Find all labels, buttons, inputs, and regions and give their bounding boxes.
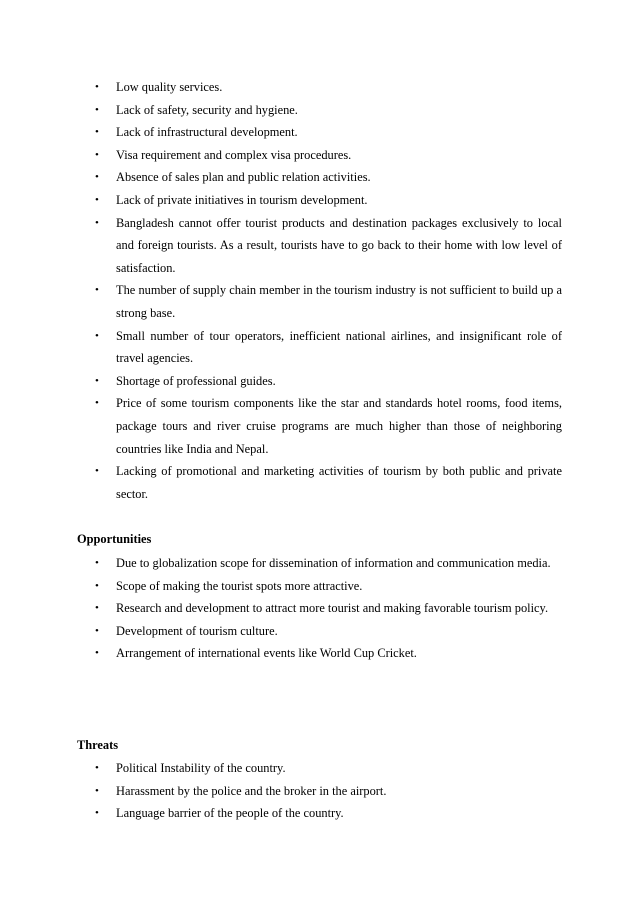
list-item: • Shortage of professional guides.	[0, 370, 562, 393]
bullet-icon: •	[95, 647, 99, 660]
list-item: • Lack of infrastructural development.	[0, 121, 562, 144]
list-item: • Language barrier of the people of the country.	[0, 802, 562, 825]
bullet-icon: •	[95, 602, 99, 615]
opportunities-list	[0, 552, 638, 665]
list-item: • Lacking of promotional and marketing activities of tourism by both public and private sector.	[0, 460, 562, 505]
bullet-icon: •	[95, 103, 99, 116]
bullet-icon: •	[95, 126, 99, 139]
list-item: • Lack of safety, security and hygiene.	[0, 99, 562, 122]
list-item: • Price of some tourism components like the star and standards hotel rooms, food items, package tours and river cruise programs are much higher than those of neighboring countries like India and Nepal.	[0, 392, 562, 460]
bullet-icon: •	[95, 216, 99, 229]
list-item: • Development of tourism culture.	[0, 620, 562, 643]
bullet-icon: •	[95, 579, 99, 592]
list-item: • Research and development to attract more tourist and making favorable tourism policy.	[0, 597, 562, 620]
list-item: • Scope of making the tourist spots more attractive.	[0, 575, 562, 598]
bullet-icon: •	[95, 624, 99, 637]
bullet-icon: •	[95, 148, 99, 161]
bullet-icon: •	[95, 374, 99, 387]
list-item: • Low quality services.	[0, 76, 562, 99]
bullet-icon: •	[95, 81, 99, 93]
list-item: • Political Instability of the country.	[0, 757, 562, 780]
bullet-icon: •	[95, 807, 99, 820]
list-item: • Small number of tour operators, inefficient national airlines, and insignificant role of travel agencies.	[0, 325, 562, 370]
list-item: • Harassment by the police and the broker in the airport.	[0, 780, 562, 803]
threats-list	[0, 757, 638, 825]
opportunities-heading: Opportunities	[77, 532, 152, 546]
list-item: • Due to globalization scope for dissemination of information and communication media.	[0, 552, 562, 575]
list-item: • Lack of private initiatives in tourism development.	[0, 189, 562, 212]
list-item: • The number of supply chain member in the tourism industry is not sufficient to build up a strong base.	[0, 279, 562, 324]
bullet-icon: •	[95, 171, 99, 184]
list-item: • Visa requirement and complex visa procedures.	[0, 144, 562, 167]
bullet-icon: •	[95, 557, 99, 569]
bullet-icon: •	[95, 284, 99, 297]
bullet-icon: •	[95, 762, 99, 774]
list-item: • Bangladesh cannot offer tourist products and destination packages exclusively to local and foreign tourists. As a result, tourists have to go back to their home with low level of satisfaction.	[0, 212, 562, 280]
bullet-icon: •	[95, 784, 99, 797]
bullet-icon: •	[95, 329, 99, 342]
list-item: • Arrangement of international events like World Cup Cricket.	[0, 642, 562, 665]
bullet-icon: •	[95, 397, 99, 410]
bullet-icon: •	[95, 465, 99, 478]
threats-heading: Threats	[77, 738, 119, 752]
weaknesses-list	[0, 76, 638, 505]
list-item: • Absence of sales plan and public relation activities.	[0, 166, 562, 189]
bullet-icon: •	[95, 193, 99, 206]
